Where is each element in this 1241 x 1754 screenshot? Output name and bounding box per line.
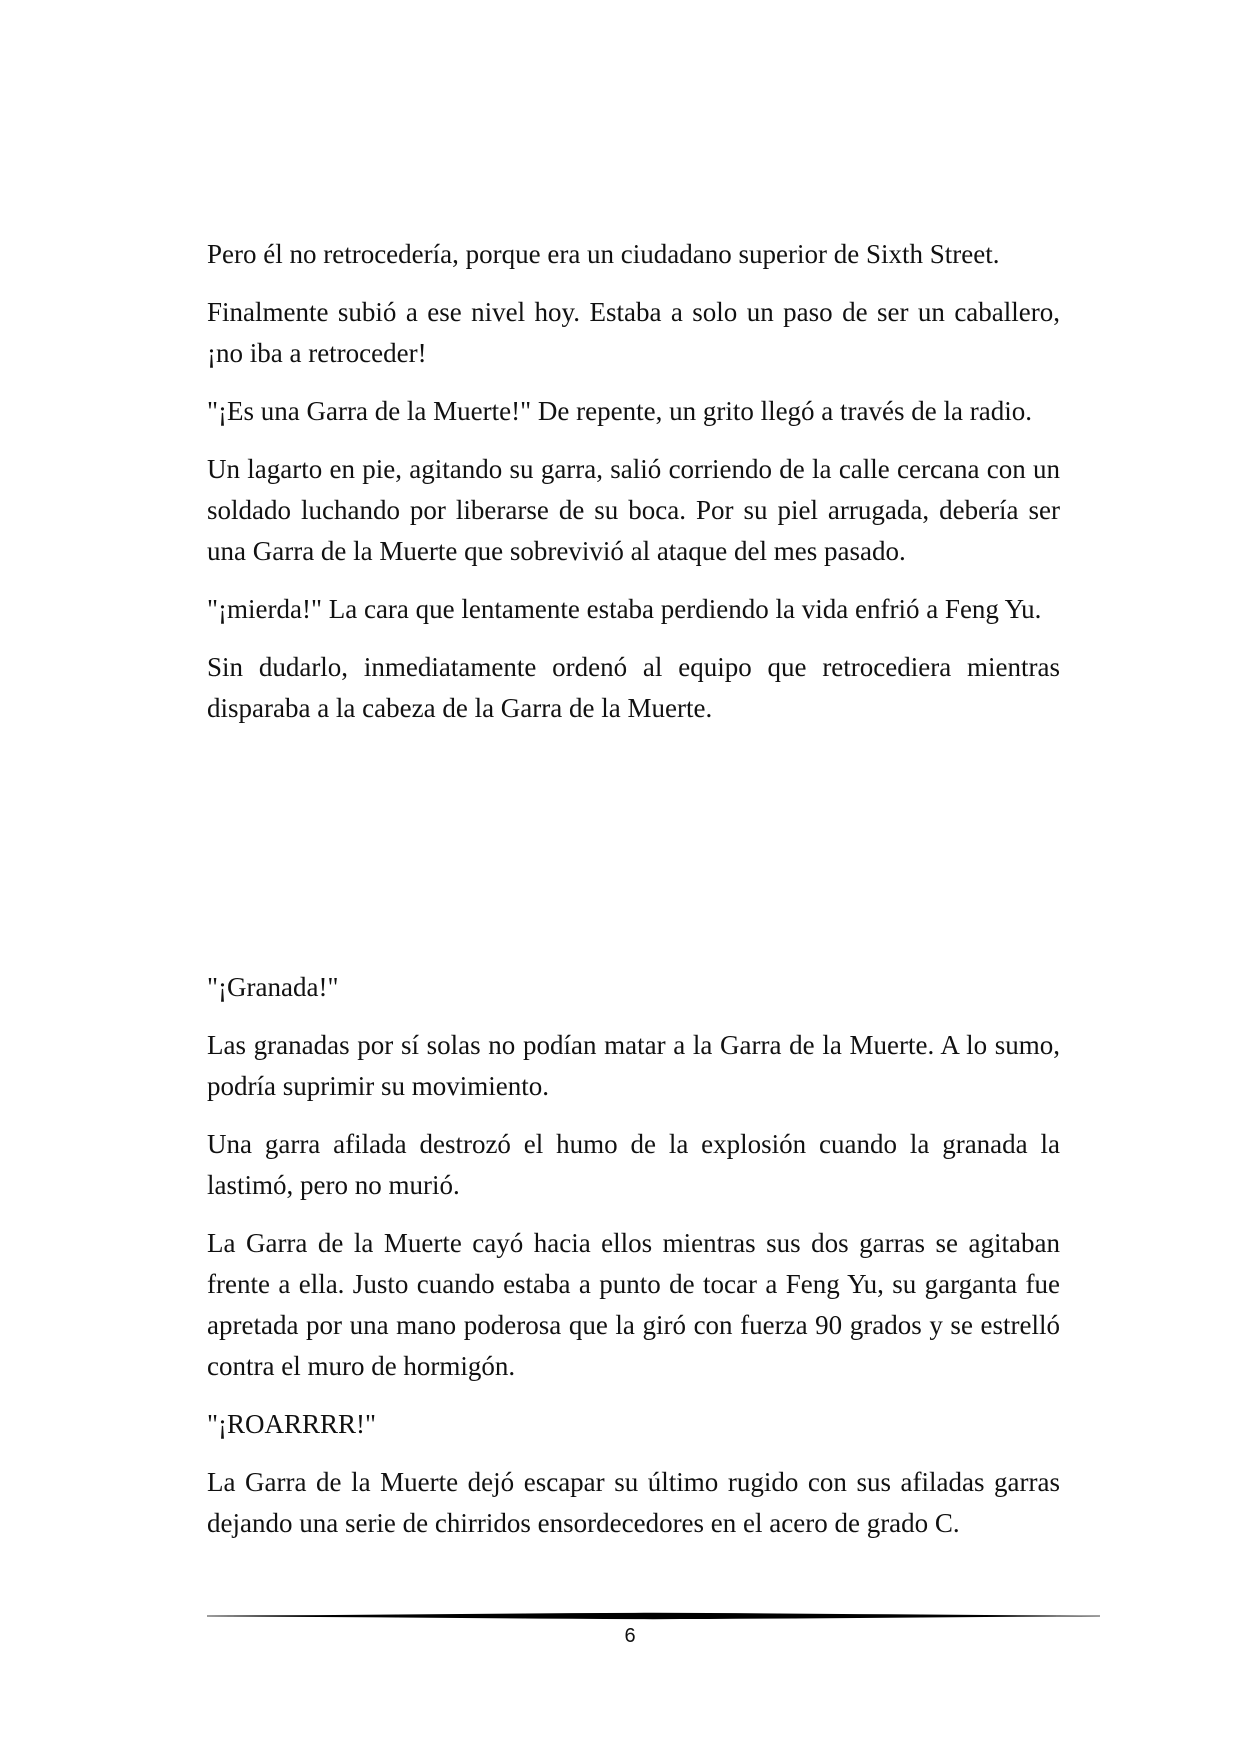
body-text-top (207, 234, 1060, 746)
paragraph: Finalmente subió a ese nivel hoy. Estaba a solo un paso de ser un caballero, ¡no iba a retroceder! (207, 297, 1060, 368)
paragraph: Un lagarto en pie, agitando su garra, salió corriendo de la calle cercana con un soldado luchando por liberarse de su boca. Por su piel arrugada, debería ser una Garra de la Muerte que sobrevivió al ataque del mes pasado. (207, 454, 1060, 566)
paragraph: La Garra de la Muerte cayó hacia ellos mientras sus dos garras se agitaban frente a ella. Justo cuando estaba a punto de tocar a Feng Yu, su garganta fue apretada por una mano poderosa que la giró con fuerza 90 grados y se estrelló contra el muro de hormigón. (207, 1228, 1060, 1381)
paragraph: "¡ROARRRR!" (207, 1409, 377, 1439)
footer-divider (207, 1612, 1100, 1620)
paragraph: Pero él no retrocedería, porque era un ciudadano superior de Sixth Street. (207, 239, 1000, 269)
paragraph: "¡Granada!" (207, 972, 339, 1002)
page-number: 6 (624, 1625, 636, 1647)
paragraph: Las granadas por sí solas no podían matar a la Garra de la Muerte. A lo sumo, podría suprimir su movimiento. (207, 1030, 1060, 1101)
paragraph: La Garra de la Muerte dejó escapar su último rugido con sus afiladas garras dejando una serie de chirridos ensordecedores en el acero de grado C. (207, 1467, 1060, 1538)
body-text-bottom (207, 967, 1060, 1561)
paragraph: Sin dudarlo, inmediatamente ordenó al equipo que retrocediera mientras disparaba a la cabeza de la Garra de la Muerte. (207, 652, 1060, 723)
paragraph: Una garra afilada destrozó el humo de la explosión cuando la granada la lastimó, pero no murió. (207, 1129, 1060, 1200)
paragraph: "¡Es una Garra de la Muerte!" De repente, un grito llegó a través de la radio. (207, 396, 1032, 426)
paragraph: "¡mierda!" La cara que lentamente estaba perdiendo la vida enfrió a Feng Yu. (207, 594, 1042, 624)
